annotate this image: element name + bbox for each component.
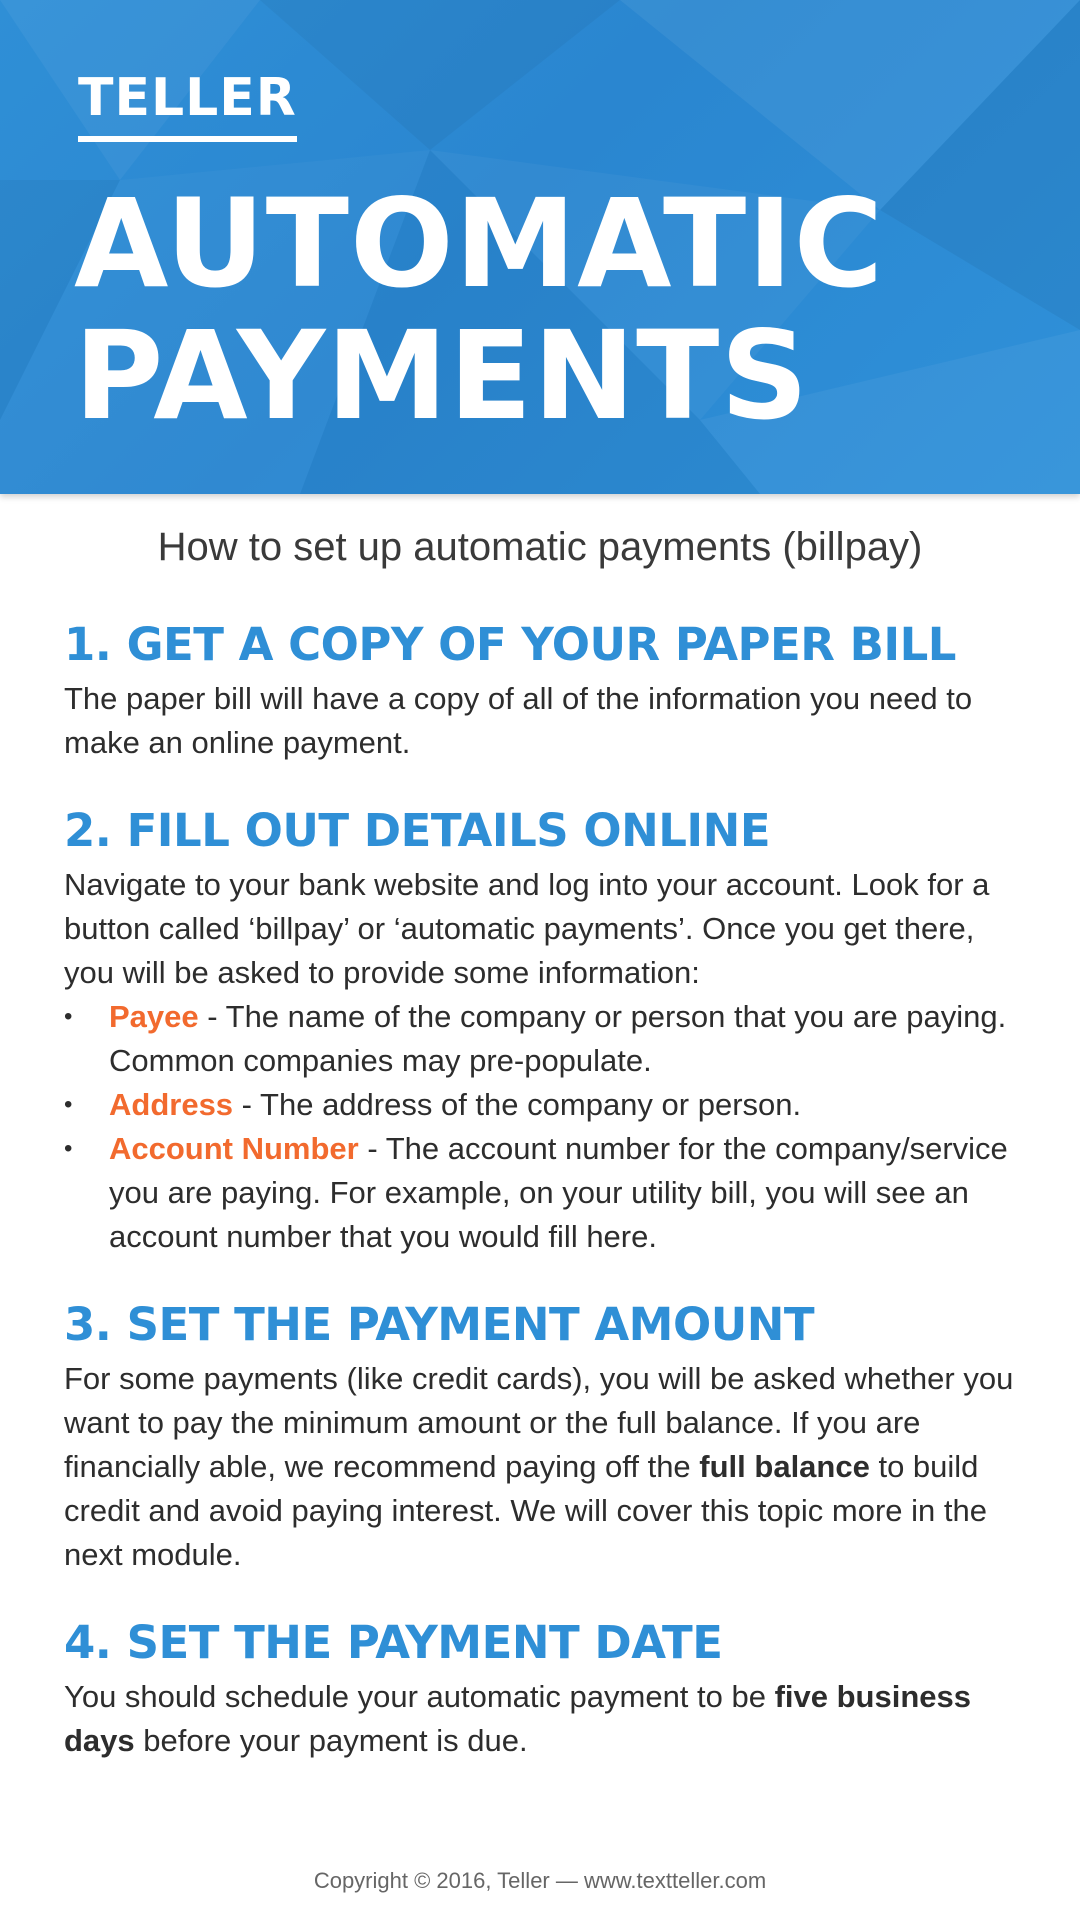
list-item	[64, 1127, 1024, 1259]
step-heading: 3. SET THE PAYMENT AMOUNT	[64, 1298, 815, 1351]
field-desc: - The address of the company or person.	[233, 1087, 802, 1122]
subtitle: How to set up automatic payments (billpay)	[157, 525, 923, 569]
step-body	[64, 1357, 1024, 1577]
field-list	[64, 995, 1024, 1259]
step-body-text: to build credit and avoid paying interest. We will cover this topic more in the next module.	[64, 1449, 987, 1572]
list-item	[64, 995, 1024, 1083]
step-body-text: You should schedule your automatic payment to be	[64, 1679, 775, 1714]
title-line-2: PAYMENTS	[74, 305, 810, 447]
step-4	[64, 1613, 1024, 1763]
bullet-icon: •	[64, 1091, 73, 1118]
step-body-text: For some payments (like credit cards), you will be asked whether you want to pay the minimum amount or the full balance. If you are financially able, we recommend paying off the	[64, 1361, 1014, 1484]
step-heading: 2. FILL OUT DETAILS ONLINE	[64, 804, 771, 857]
step-body-text: before your payment is due.	[134, 1723, 528, 1758]
step-1	[64, 615, 1024, 765]
step-heading: 4. SET THE PAYMENT DATE	[64, 1616, 723, 1669]
bullet-icon: •	[64, 1003, 73, 1030]
step-body: The paper bill will have a copy of all of the information you need to make an online payment.	[64, 681, 973, 760]
field-term: Account Number	[109, 1131, 359, 1166]
step-2	[64, 801, 1024, 1259]
field-term: Payee	[109, 999, 199, 1034]
copyright-footer: Copyright © 2016, Teller — www.textteller.com	[313, 1868, 767, 1893]
header-banner	[0, 0, 1080, 494]
emphasis-text: full balance	[699, 1449, 870, 1484]
list-item	[64, 1083, 1024, 1127]
field-desc: - The name of the company or person that you are paying. Common companies may pre-populate.	[109, 999, 1007, 1078]
step-body: Navigate to your bank website and log into your account. Look for a button called ‘billpay’ or ‘automatic payments’. Once you get there, you will be asked to provide some information:	[64, 867, 990, 990]
steps-content	[64, 615, 1024, 1799]
page-title	[74, 173, 885, 447]
emphasis-text: five business days	[64, 1679, 972, 1758]
step-heading: 1. GET A COPY OF YOUR PAPER BILL	[64, 618, 956, 671]
field-term: Address	[109, 1087, 234, 1122]
title-line-1: AUTOMATIC	[74, 173, 885, 315]
bullet-icon: •	[64, 1135, 73, 1162]
step-body	[64, 1675, 1024, 1763]
step-3	[64, 1295, 1024, 1577]
field-desc: - The account number for the company/service you are paying. For example, on your utility bill, you will see an account number that you would fill here.	[109, 1131, 1008, 1254]
brand-logo: TELLER	[78, 72, 297, 142]
